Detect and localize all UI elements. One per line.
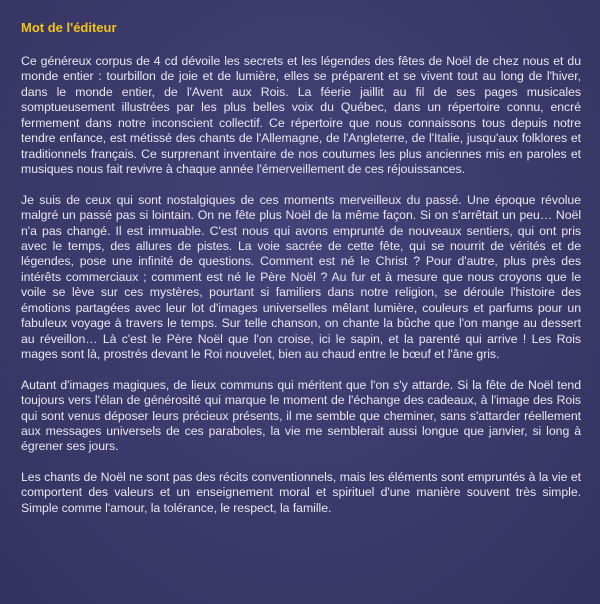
- paragraph-1: Ce généreux corpus de 4 cd dévoile les secrets et les légendes des fêtes de Noël de chez nous et du monde entier : tourbillon de joie et de lumière, elles se préparent et se vivent tout au long de l'hiver, dans le monde entier, de l'Avent aux Rois. La féerie jaillit au fil de ses pages musicales somptueusement illustrées par les plus belles voix du Québec, dans un répertoire connu, encré fermement dans notre inconscient collectif. Ce répertoire que nous connaissons tous depuis notre tendre enfance, est métissé des chants de l'Allemagne, de l'Angleterre, de l'Italie, jusqu'aux folklores et traditionnels français. Ce surprenant inventaire de nos coutumes les plus anciennes mis en paroles et musiques nous fait revivre à chaque année l'émerveillement de ces réjouissances.: [21, 54, 581, 177]
- paragraph-2: Je suis de ceux qui sont nostalgiques de ces moments merveilleux du passé. Une époque révolue malgré un passé pas si lointain. On ne fête plus Noël de la même façon. Si on s'arrêtait un peu… Noël n'a pas changé. Il est immuable. C'est nous qui avons emprunté de nouveaux sentiers, qui ont pris avec le temps, des allures de pistes. La voie sacrée de cette fête, qui se nourrit de vérités et de légendes, pose une infinité de questions. Comment est né le Christ ? Pour d'autre, plus près des intérêts commerciaux ; comment est né le Père Noël ? Au fur et à mesure que nous croyons que le voile se lève sur ces mystères, pourtant si familiers dans notre religion, se déroule l'histoire des émotions partagées avec leur lot d'images universelles mêlant lumière, couleurs et parfums pour un fabuleux voyage à travers le temps. Sur telle chanson, on chante la bûche que l'on mange au dessert au réveillon… Là c'est le Père Noël que l'on croise, ici le sapin, et la parenté qui arrive ! Les Rois mages sont là, prostrés devant le Roi nouvelet, bien au chaud entre le bœuf et l'âne gris.: [21, 192, 581, 362]
- page-title: Mot de l'éditeur: [21, 20, 117, 35]
- paragraph-3: Autant d'images magiques, de lieux communs qui méritent que l'on s'y attarde. Si la fête de Noël tend toujours vers l'élan de générosité qui marque le moment de l'échange des cadeaux, à l'image des Rois qui sont venus déposer leurs précieux présents, il me semble que cheminer, sans s'attarder réellement aux messages universels de ces paraboles, la vie me semblerait aussi longue que janvier, si long à égrener ses jours.: [21, 377, 581, 454]
- paragraph-4: Les chants de Noël ne sont pas des récits conventionnels, mais les éléments sont empruntés à la vie et comportent des valeurs et un enseignement moral et spirituel d'une manière souvent très simple. Simple comme l'amour, la tolérance, le respect, la famille.: [21, 469, 581, 515]
